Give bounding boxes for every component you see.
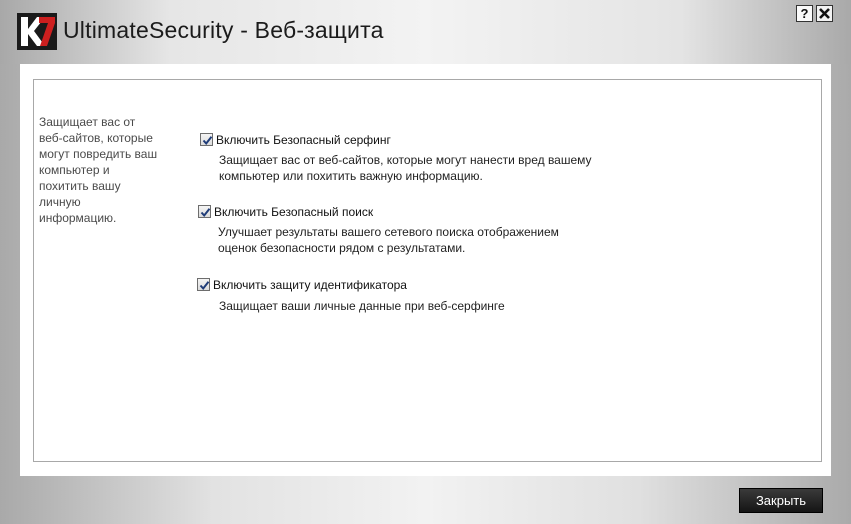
side-description-line: компьютер и [39,163,110,177]
safe-search-checkbox[interactable] [198,205,211,218]
close-button[interactable]: Закрыть [739,488,823,513]
description-line: Защищает ваши личные данные при веб-серфинге [219,299,505,313]
k7-logo-icon [17,13,57,50]
description-line: Защищает вас от веб-сайтов, которые могут нанести вред вашему [219,153,592,167]
side-description-line: похитить вашу [39,179,121,193]
identity-protection-label[interactable]: Включить защиту идентификатора [213,278,407,292]
help-button[interactable]: ? [796,5,813,22]
identity-protection-checkbox[interactable] [197,278,210,291]
description-line: компьютер или похитить важную информацию. [219,169,483,183]
side-description-line: информацию. [39,211,117,225]
checkmark-icon [202,135,213,146]
checkmark-icon [200,207,211,218]
window-close-button[interactable] [816,5,833,22]
side-description-line: могут повредить ваш [39,147,158,161]
identity-protection-description [219,298,505,314]
title-bar [0,0,851,64]
safe-surfing-description [219,152,592,184]
checkmark-icon [199,280,210,291]
side-description-line: личную [39,195,81,209]
side-description [39,114,174,226]
side-description-line: Защищает вас от [39,115,136,129]
safe-search-label[interactable]: Включить Безопасный поиск [214,205,374,219]
safe-search-description [218,224,559,256]
description-line: Улучшает результаты вашего сетевого поиска отображением [218,225,559,239]
side-description-line: веб-сайтов, которые [39,131,153,145]
safe-surfing-label[interactable]: Включить Безопасный серфинг [216,133,391,147]
description-line: оценок безопасности рядом с результатами. [218,241,466,255]
safe-surfing-checkbox[interactable] [200,133,213,146]
window-title: UltimateSecurity - Веб-защита [63,17,384,43]
close-icon [819,8,830,19]
